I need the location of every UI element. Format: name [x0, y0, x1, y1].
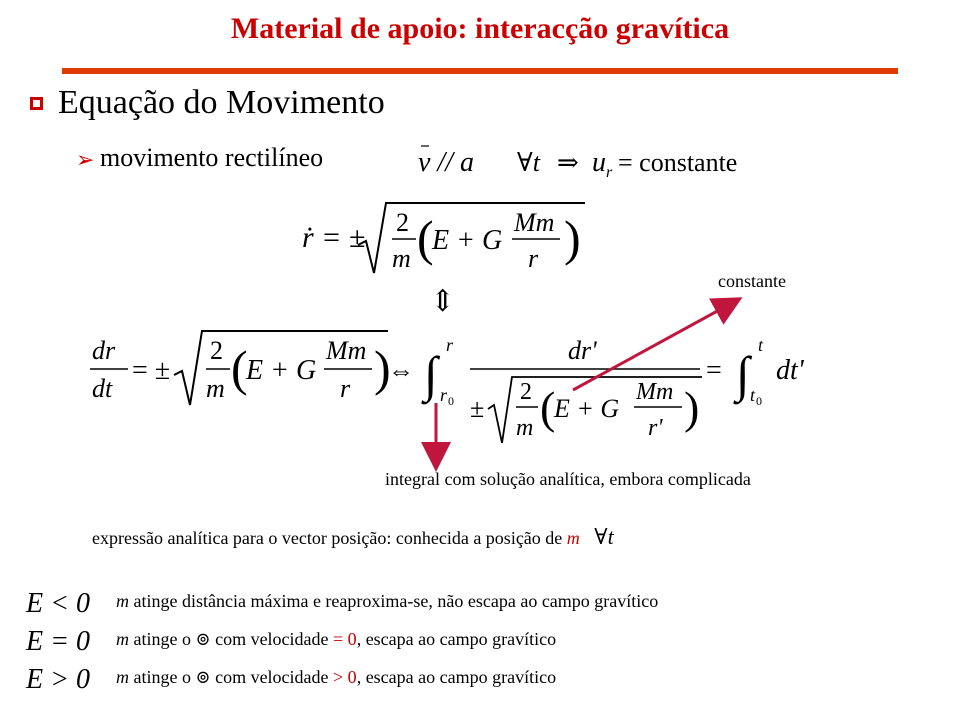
eq1-Mm: Mm [514, 208, 555, 237]
eq-top-forall: ∀t [517, 148, 540, 177]
case-3-mid: com velocidade [215, 667, 329, 687]
slide-title: Material de apoio: interacção gravítica [230, 12, 730, 45]
case-1-desc: atinge distância máxima e reaproxima-se, não escapa ao campo gravítico [133, 591, 659, 611]
case-1-text [116, 591, 658, 612]
case-1-m: m [116, 591, 129, 611]
arrow-to-constante-icon [573, 303, 732, 390]
eq2-t-upper: t [758, 335, 764, 355]
eq2-int-upper: r [446, 335, 454, 355]
eq2-rparen2: ) [684, 382, 700, 433]
eq2-t-lower-sub: 0 [756, 394, 762, 408]
eq-top-rhs: = constante [618, 148, 738, 177]
case-2-after: , escapa ao campo gravítico [356, 629, 557, 649]
case-3-text [116, 667, 556, 688]
case-1-eq: E < 0 [26, 588, 90, 619]
eq2-m: m [206, 374, 225, 403]
eq2-int-lower-sub: 0 [448, 394, 454, 408]
expressao-m: m [566, 528, 580, 548]
eq2-dr: dr [92, 336, 116, 365]
case-3-before: atinge o [133, 667, 191, 687]
case-2-before: atinge o [133, 629, 191, 649]
expressao-forall: ∀t [594, 524, 614, 549]
eq2-E2: E + G [554, 394, 620, 423]
infinity-target-icon-2: ⊚ [195, 667, 211, 687]
eq2-eq: = ± [132, 355, 171, 386]
case-2-value: = 0 [333, 629, 357, 649]
eq1-lparen: ( [417, 210, 434, 266]
eq1-two: 2 [396, 208, 409, 237]
arrow-bullet-icon: ➢ [76, 147, 95, 172]
case-3-m: m [116, 667, 129, 687]
label-constante: constante [718, 271, 786, 291]
eq2-Mm: Mm [326, 336, 367, 365]
eq2-m2: m [516, 415, 534, 441]
eq-top-sub: r [606, 164, 613, 180]
eq-top-lhs: v // a [418, 147, 474, 178]
eq2-r: r [340, 374, 351, 403]
eq2-lparen2: ( [540, 382, 556, 433]
eq2-Mm2: Mm [636, 379, 674, 405]
case-3-after: , escapa ao campo gravítico [356, 667, 557, 687]
eq2-eq3: = [706, 355, 722, 386]
eq2-dt: dt [92, 374, 113, 403]
eq1-E: E + G [432, 225, 503, 256]
subheading: movimento rectilíneo [100, 143, 324, 172]
eq2-rparen: ) [374, 340, 391, 396]
eq2-dtp: dt' [776, 355, 804, 386]
expressao-text: expressão analítica para o vector posição: conhecida a posição de [92, 528, 563, 548]
eq2-t-lower: t [750, 385, 756, 405]
section-heading: Equação do Movimento [58, 84, 385, 121]
eq1-rparen: ) [564, 210, 581, 266]
eq2-iff: ⇔ [388, 356, 414, 385]
eq2-two: 2 [210, 336, 223, 365]
expressao-line [92, 524, 614, 550]
eq2-lparen: ( [231, 340, 248, 396]
eq2-rp: r' [648, 415, 663, 441]
eq2-drp: dr' [568, 336, 597, 365]
case-2-text [116, 629, 556, 650]
equivalence-arrow-icon: ⇕ [430, 285, 456, 318]
case-3-eq: E > 0 [26, 664, 90, 695]
eq2-int-lower: r [440, 385, 448, 405]
eq2-pm: ± [470, 394, 485, 423]
eq2-two2: 2 [520, 379, 532, 405]
label-integral: integral com solução analítica, embora complicada [385, 469, 751, 489]
eq1-lhs: ṙ = ± [302, 221, 366, 254]
eq-top-implies: ⇒ [557, 148, 579, 177]
eq-top-u: u [592, 147, 606, 178]
case-2-m: m [116, 629, 129, 649]
case-3-value: > 0 [333, 667, 357, 687]
eq1-m: m [392, 244, 411, 273]
case-2-eq: E = 0 [26, 626, 90, 657]
integral-sign-icon-2: ∫ [736, 346, 750, 402]
integral-sign-icon: ∫ [424, 346, 438, 402]
infinity-target-icon: ⊚ [195, 629, 211, 649]
eq2-E: E + G [246, 355, 317, 386]
case-2-mid: com velocidade [215, 629, 329, 649]
eq1-r: r [528, 244, 539, 273]
